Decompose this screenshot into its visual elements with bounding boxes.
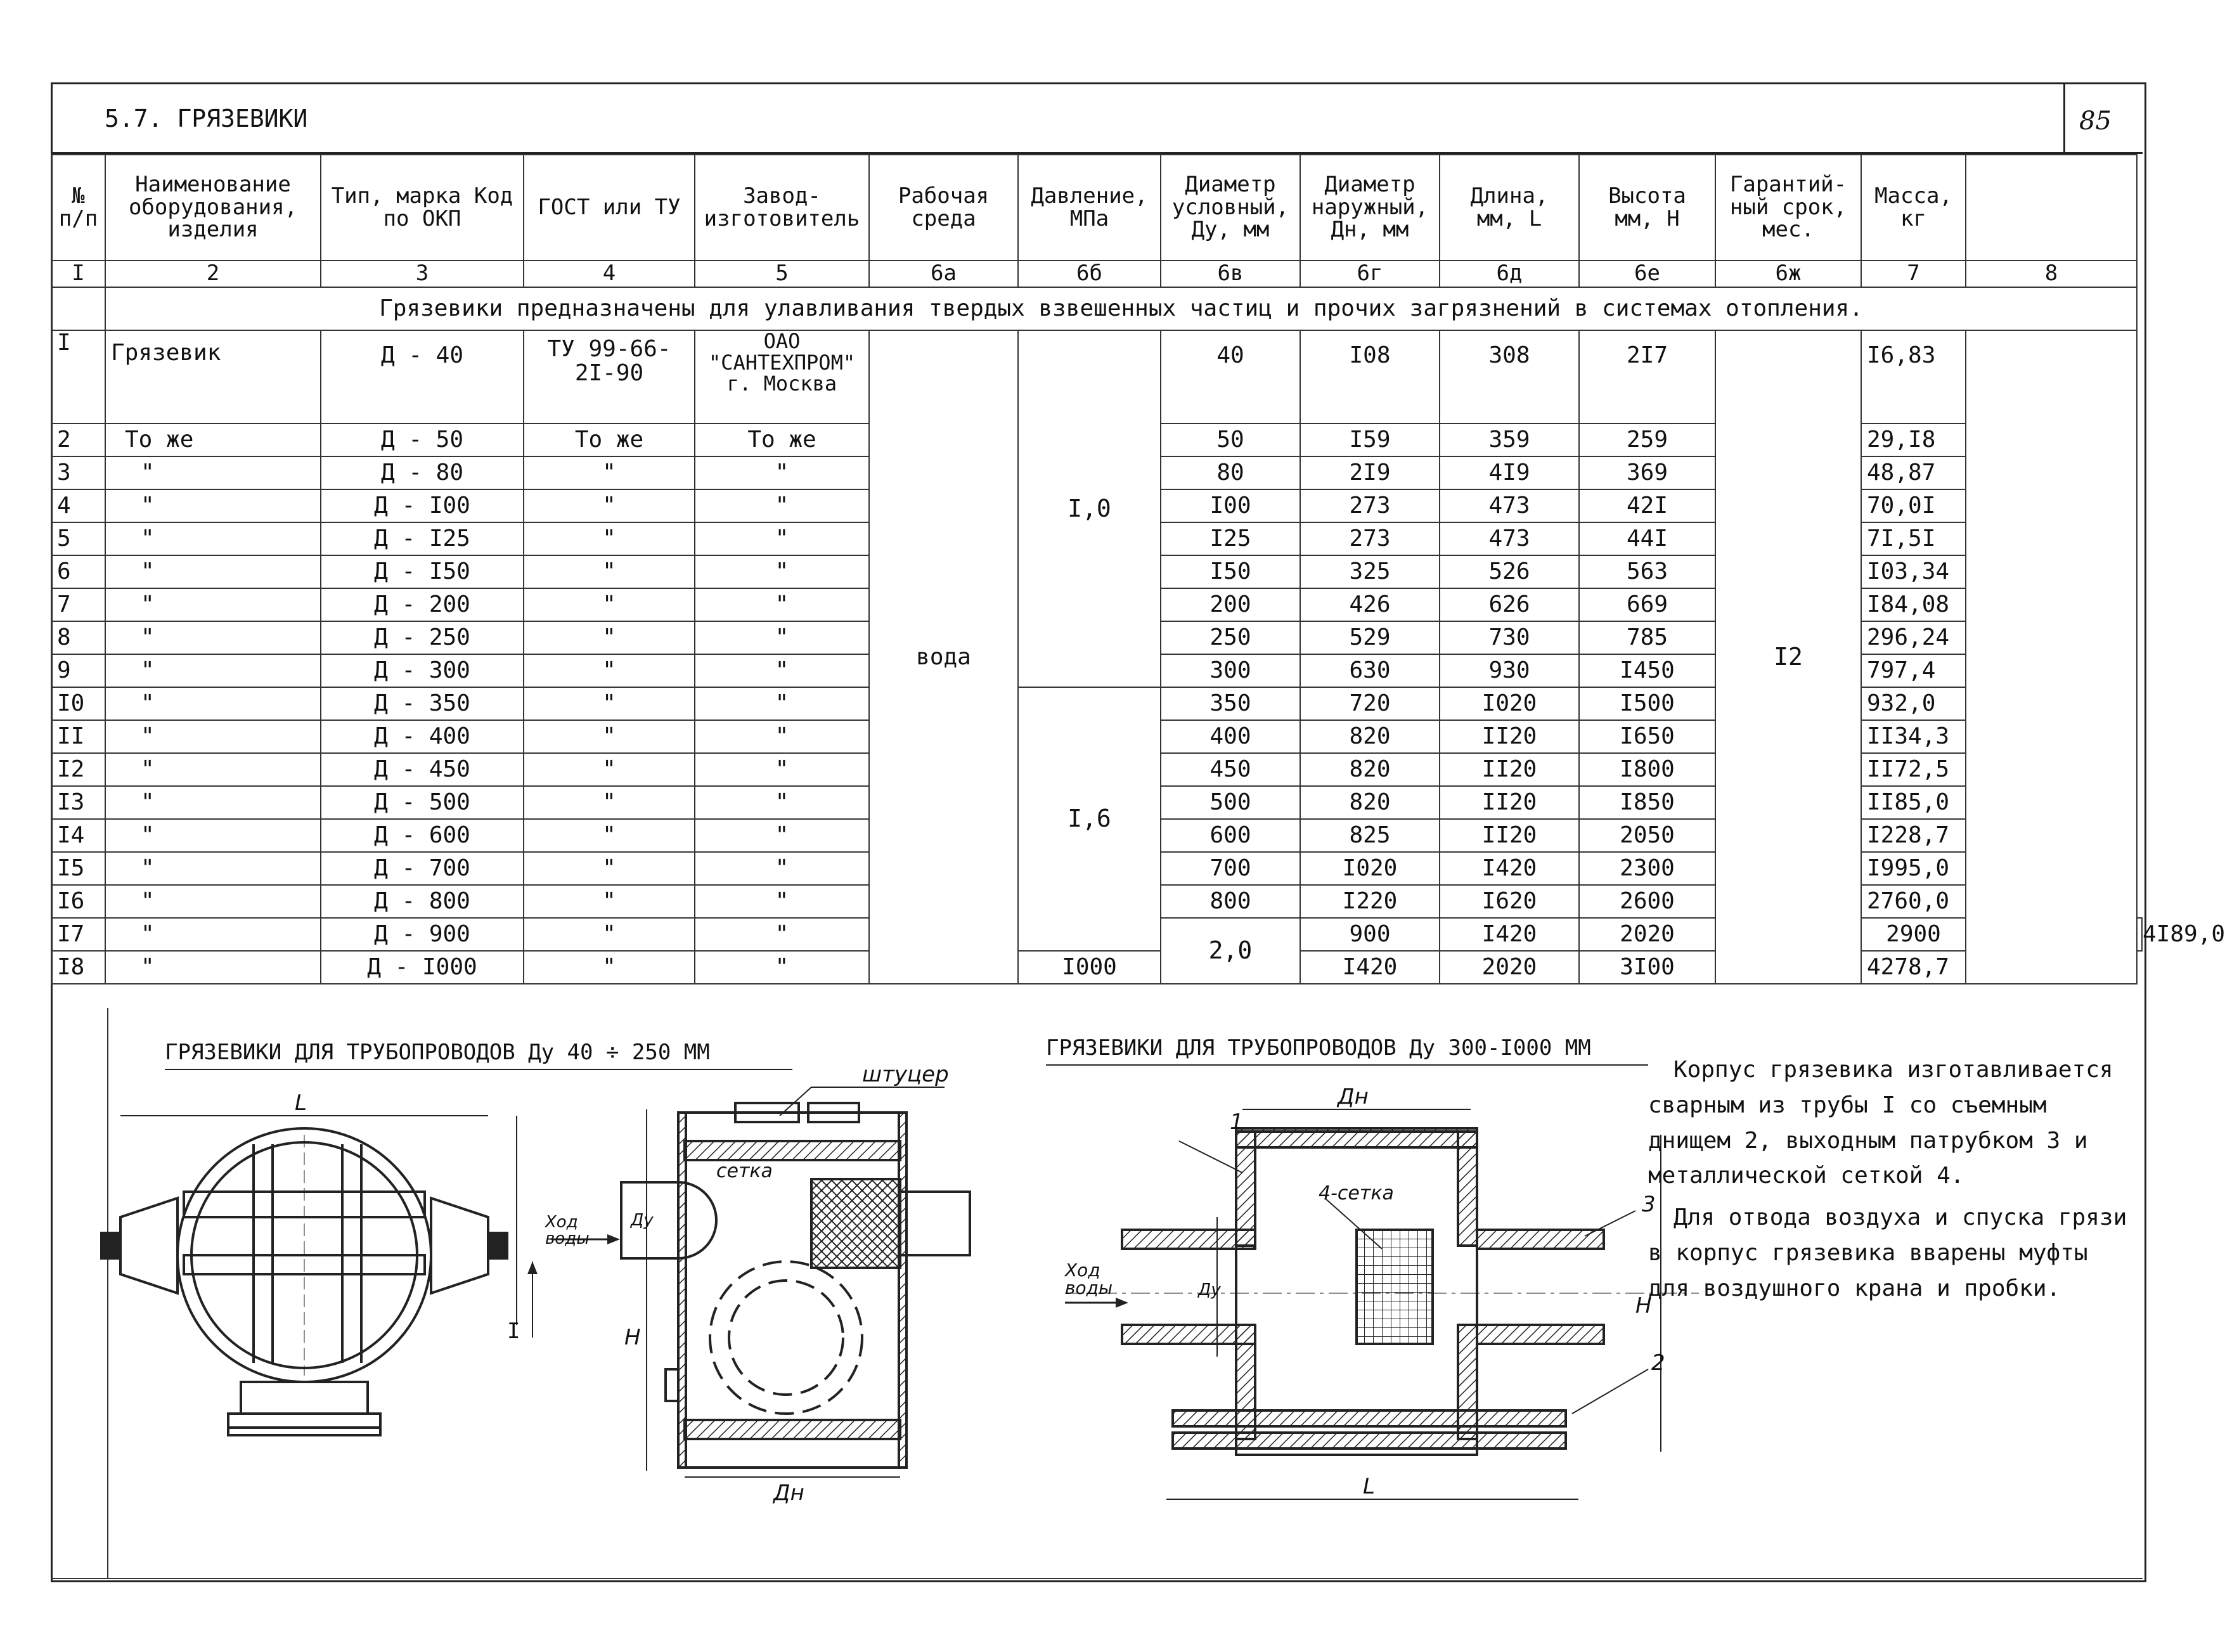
col-pressure-header: Давление, МПа [1018,155,1161,261]
row-h: 785 [1579,621,1715,654]
row-type: Д - I00 [321,489,524,522]
row-type: Д - 700 [321,852,524,885]
dim-label-H-right: H [1635,1293,1652,1319]
header-row [51,155,2142,261]
row-len: 308 [1440,330,1579,423]
row-maker: ОАО "САНТЕХПРОМ" г. Москва [695,330,869,423]
row-ditto: " [695,885,869,918]
row-type: Д - 500 [321,786,524,819]
col-medium-header: Рабочая среда [869,155,1018,261]
row-dout: 529 [1300,621,1440,654]
row-ditto: " [524,621,695,654]
row-dout: 820 [1300,720,1440,753]
row-len: II20 [1440,819,1579,852]
row-ditto: " [105,786,321,819]
row-num: I7 [51,918,105,951]
purpose-note: Грязевики предназначены для улавливания твердых взвешенных частиц и прочих загрязнений в системах отопления. [105,287,2137,330]
dim-label-Du-right: Ду [1198,1281,1221,1300]
col-dn-cond-header: Диаметр условный, Ду, мм [1161,155,1300,261]
colnum-cell: 6б [1018,261,1161,287]
row-ditto: " [105,687,321,720]
row-dn: 600 [1161,819,1300,852]
row-dn: 450 [1161,753,1300,786]
row-dout: 630 [1300,654,1440,687]
part-number-1: 1 [1230,1109,1244,1135]
right-drawing-title: ГРЯЗЕВИКИ ДЛЯ ТРУБОПРОВОДОВ Ду 300-I000 ММ [1046,1035,1591,1061]
colnum-cell: 2 [105,261,321,287]
setka4-label: 4-сетка [1319,1182,1394,1204]
row-len: I420 [1440,852,1579,885]
row-gost: ТУ 99-66-2I-90 [524,330,695,423]
note-blank-cell [51,287,105,330]
col-length-header: Длина, мм, L [1440,155,1579,261]
row-dout: I220 [1300,885,1440,918]
row-dout: 720 [1300,687,1440,720]
row-mass: 296,24 [1861,621,1966,654]
row-len: II20 [1440,753,1579,786]
row-ditto: " [524,555,695,588]
row-len: 526 [1440,555,1579,588]
row-type: Д - 50 [321,423,524,456]
row-num: I5 [51,852,105,885]
row-num: 4 [51,489,105,522]
row-dn: I25 [1161,522,1300,555]
row-type: Д - 40 [321,330,524,423]
row-h: 2050 [1579,819,1715,852]
setka-label: сетка [716,1160,773,1182]
row-type: Д - 800 [321,885,524,918]
row-ditto: " [695,555,869,588]
row-dn: 350 [1161,687,1300,720]
col-maker-header: Завод-изготовитель [695,155,869,261]
row-ditto: " [524,720,695,753]
row-dout: I420 [1300,951,1440,984]
row-maker: То же [695,423,869,456]
row-num: 9 [51,654,105,687]
row-ditto: " [524,588,695,621]
flow-label-right: Ход воды [1065,1260,1113,1298]
row-ditto: " [105,819,321,852]
colnum-cell: 6а [869,261,1018,287]
row-h: 2600 [1579,885,1715,918]
row-dout: 273 [1300,489,1440,522]
row-mass: 797,4 [1861,654,1966,687]
colnum-cell: 5 [695,261,869,287]
row-dn: 800 [1161,885,1300,918]
row-dout: I020 [1300,852,1440,885]
row-ditto: " [105,489,321,522]
row-ditto: " [695,456,869,489]
row-ditto: " [105,720,321,753]
shtutser-label: штуцер [862,1062,949,1087]
row-dn: 900 [1300,918,1440,951]
row-dn: 80 [1161,456,1300,489]
colnum-cell: 3 [321,261,524,287]
row-ditto: " [105,852,321,885]
row-dout: I420 [1440,918,1579,951]
row-h: 2I7 [1579,330,1715,423]
col-warranty-header: Гарантий-ный срок, мес. [1715,155,1861,261]
row-len: I620 [1440,885,1579,918]
row-type: Д - 400 [321,720,524,753]
row-ditto: " [695,687,869,720]
row-len: 930 [1440,654,1579,687]
row-ditto: " [524,753,695,786]
left-front-view [101,1116,507,1435]
blank-col-cell [1966,330,2137,984]
left-drawing-title: ГРЯЗЕВИКИ ДЛЯ ТРУБОПРОВОДОВ Ду 40 ÷ 250 ММ [165,1040,710,1065]
description-text [1648,1052,2130,1313]
row-ditto: " [695,786,869,819]
row-mass: I03,34 [1861,555,1966,588]
row-len: II20 [1440,720,1579,753]
description-paragraph-2: Для отвода воздуха и спуска грязи в корпус грязевика вварены муфты для воздушного крана и пробки. [1648,1204,2127,1301]
row-dn: 50 [1161,423,1300,456]
col-type-header: Тип, марка Код по ОКП [321,155,524,261]
col-num-header: № п/п [51,155,105,261]
row-len: I020 [1440,687,1579,720]
row-gost: То же [524,423,695,456]
dim-label-L-left: L [295,1090,307,1116]
flow-label-left: Ход воды [545,1213,590,1248]
colnum-cell: 6д [1440,261,1579,287]
row-num: 5 [51,522,105,555]
row-mass: 2760,0 [1861,885,1966,918]
row-dn: 300 [1161,654,1300,687]
row-ditto: " [695,819,869,852]
row-ditto: " [695,951,869,984]
row-type: Д - 250 [321,621,524,654]
warranty-cell: I2 [1715,330,1861,984]
row-dn: 400 [1161,720,1300,753]
spec-table [51,154,2225,984]
row-type: Д - I25 [321,522,524,555]
row-mass: 932,0 [1861,687,1966,720]
row-type: Д - 300 [321,654,524,687]
dim-label-H-left: H [624,1325,641,1350]
row-ditto: " [105,522,321,555]
row-num: I4 [51,819,105,852]
row-mass: I84,08 [1861,588,1966,621]
row-len: 2020 [1440,951,1579,984]
row-num: 6 [51,555,105,588]
row-ditto: " [695,489,869,522]
row-ditto: " [524,654,695,687]
row-ditto: " [524,951,695,984]
row-ditto: " [524,885,695,918]
row-type: Д - 80 [321,456,524,489]
pressure-cell-3: 2,0 [1161,918,1300,984]
part-number-3: 3 [1642,1192,1656,1217]
table-row [51,330,2142,423]
row-num: I0 [51,687,105,720]
section-label: I [507,1319,520,1344]
row-ditto: " [695,918,869,951]
row-dn: 500 [1161,786,1300,819]
row-type: Д - 200 [321,588,524,621]
description-paragraph-1: Корпус грязевика изготавливается сварным из трубы I со съемным днищем 2, выходным патрубком 3 и металлической сеткой 4. [1648,1057,2113,1189]
row-ditto: " [695,522,869,555]
row-type: Д - I50 [321,555,524,588]
dim-label-Dn-left: Дн [773,1480,804,1506]
row-h: I800 [1579,753,1715,786]
row-name: Грязевик [105,330,321,423]
row-dn: I50 [1161,555,1300,588]
section-title: 5.7. ГРЯЗЕВИКИ [105,105,308,132]
row-mass: 4278,7 [1861,951,1966,984]
row-dn: 200 [1161,588,1300,621]
row-ditto: " [105,753,321,786]
row-ditto: " [695,753,869,786]
row-num: I2 [51,753,105,786]
row-mass: I228,7 [1861,819,1966,852]
row-ditto: " [524,522,695,555]
row-h: I850 [1579,786,1715,819]
col-name-header: Наименование оборудования, изделия [105,155,321,261]
left-section-view [621,1103,970,1468]
row-mass: II72,5 [1861,753,1966,786]
row-h: 2900 [1861,918,1966,951]
col-dn-outer-header: Диаметр наружный, Дн, мм [1300,155,1440,261]
row-ditto: " [524,918,695,951]
row-name: То же [105,423,321,456]
dim-label-Dn-right: Дн [1338,1084,1369,1109]
row-ditto: " [105,621,321,654]
row-dn: I00 [1161,489,1300,522]
row-mass: 4I89,0 [2137,918,2142,951]
row-mass: 29,I8 [1861,423,1966,456]
row-len: II20 [1440,786,1579,819]
row-num: 8 [51,621,105,654]
row-ditto: " [524,819,695,852]
row-ditto: " [524,456,695,489]
row-h: 669 [1579,588,1715,621]
row-type: Д - 350 [321,687,524,720]
row-h: 42I [1579,489,1715,522]
row-dout: 426 [1300,588,1440,621]
row-len: 730 [1440,621,1579,654]
row-mass: II85,0 [1861,786,1966,819]
row-dn: I000 [1018,951,1161,984]
row-len: 2020 [1579,918,1715,951]
row-type: Д - I000 [321,951,524,984]
row-ditto: " [105,951,321,984]
row-num: I3 [51,786,105,819]
row-len: 473 [1440,489,1579,522]
col-gost-header: ГОСТ или ТУ [524,155,695,261]
row-ditto: " [524,852,695,885]
row-ditto: " [695,621,869,654]
row-num: I [51,330,105,423]
colnum-cell: I [51,261,105,287]
row-len: 4I9 [1440,456,1579,489]
row-dn: 700 [1161,852,1300,885]
colnum-cell: 6ж [1715,261,1861,287]
dim-label-Du-left: Ду [631,1211,654,1230]
row-type: Д - 600 [321,819,524,852]
colnum-cell: 8 [1966,261,2137,287]
row-ditto: " [524,786,695,819]
page-number-box [2063,82,2065,152]
part-number-2: 2 [1651,1350,1665,1376]
working-medium-cell: вода [869,330,1018,984]
row-h: 2300 [1579,852,1715,885]
row-h: 44I [1579,522,1715,555]
row-h: 3I00 [1579,951,1715,984]
row-num: II [51,720,105,753]
row-h: I650 [1579,720,1715,753]
row-h: 259 [1579,423,1715,456]
row-ditto: " [105,654,321,687]
row-type: Д - 900 [321,918,524,951]
row-ditto: " [105,588,321,621]
row-dn: 40 [1161,330,1300,423]
row-ditto: " [695,654,869,687]
row-len: 473 [1440,522,1579,555]
row-ditto: " [105,456,321,489]
note-row [51,287,2142,330]
row-dout: I59 [1300,423,1440,456]
right-section-view [1122,1128,1604,1455]
row-mass: 70,0I [1861,489,1966,522]
col-height-header: Высота мм, H [1579,155,1715,261]
row-dn: 250 [1161,621,1300,654]
row-mass: I995,0 [1861,852,1966,885]
row-ditto: " [105,885,321,918]
row-mass: 7I,5I [1861,522,1966,555]
row-dout: 273 [1300,522,1440,555]
row-num: 3 [51,456,105,489]
row-mass: I6,83 [1861,330,1966,423]
row-dout: 820 [1300,753,1440,786]
row-num: I8 [51,951,105,984]
row-type: Д - 450 [321,753,524,786]
row-h: 563 [1579,555,1715,588]
row-ditto: " [105,918,321,951]
colnum-cell: 6е [1579,261,1715,287]
row-num: I6 [51,885,105,918]
row-mass: II34,3 [1861,720,1966,753]
row-ditto: " [695,852,869,885]
row-h: I450 [1579,654,1715,687]
row-dout: I08 [1300,330,1440,423]
colnum-cell: 7 [1861,261,1966,287]
row-mass: 48,87 [1861,456,1966,489]
row-h: I500 [1579,687,1715,720]
colnum-cell: 4 [524,261,695,287]
row-len: 626 [1440,588,1579,621]
colnum-cell: 6в [1161,261,1300,287]
col-blank-header [1966,155,2137,261]
row-dout: 825 [1300,819,1440,852]
pressure-cell-1: I,0 [1018,330,1161,687]
row-ditto: " [695,588,869,621]
dim-label-L-right: L [1363,1474,1375,1499]
column-number-row [51,261,2142,287]
row-h: 369 [1579,456,1715,489]
colnum-cell: 6г [1300,261,1440,287]
row-num: 7 [51,588,105,621]
row-ditto: " [105,555,321,588]
row-ditto: " [695,720,869,753]
row-len: 359 [1440,423,1579,456]
page-number: 85 [2079,106,2112,136]
col-mass-header: Масса, кг [1861,155,1966,261]
row-num: 2 [51,423,105,456]
row-dout: 325 [1300,555,1440,588]
row-dout: 820 [1300,786,1440,819]
pressure-cell-2: I,6 [1018,687,1161,951]
row-ditto: " [524,687,695,720]
row-dout: 2I9 [1300,456,1440,489]
row-ditto: " [524,489,695,522]
